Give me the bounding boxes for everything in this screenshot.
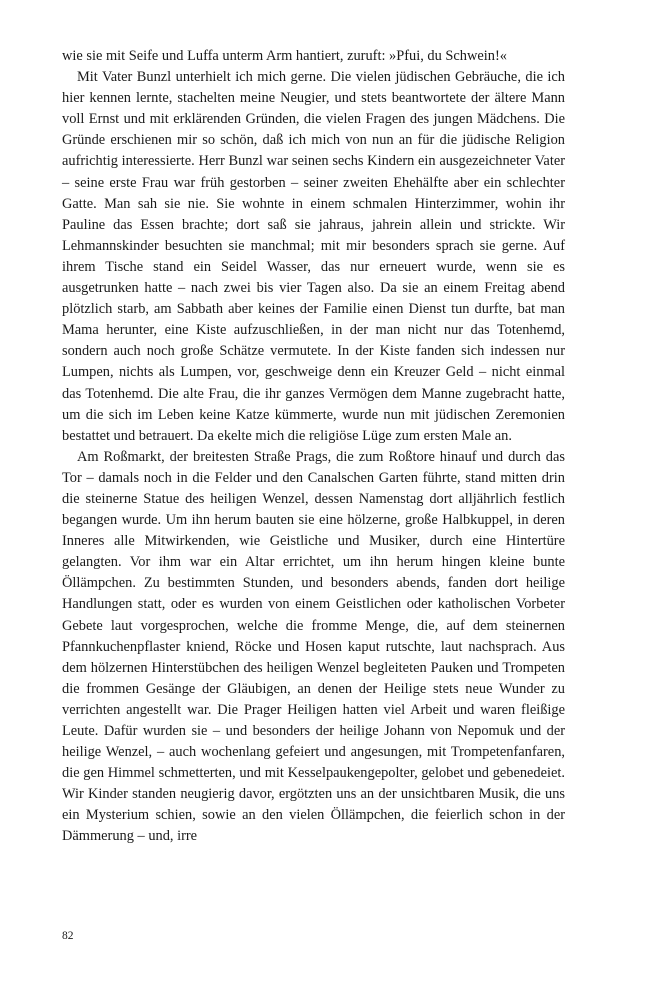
- page-number: 82: [62, 930, 74, 942]
- paragraph-2: Mit Vater Bunzl unterhielt ich mich gerne. Die vielen jüdischen Gebräuche, die ich hier kennen lernte, stachelten meine Neugier, und stets beantwortete der ältere Mann voll Ernst und mit erklärenden Gründen, die vielen Fragen des jungen Mädchens. Die Gründe erschienen mir so schön, daß ich mich von nun an für die jüdische Religion aufrichtig interessierte. Herr Bunzl war seinen sechs Kindern ein ausgezeichneter Vater – seine erste Frau war früh gestorben – seiner zweiten Ehehälfte aber ein schlechter Gatte. Man sah sie nie. Sie wohnte in einem schmalen Hinterzimmer, wohin ihr Pauline das Essen brachte; dort saß sie jahraus, jahrein allein und strickte. Wir Lehmannskinder besuchten sie manchmal; mit mir besonders sprach sie gerne. Auf ihrem Tische stand ein Seidel Wasser, das nur erneuert wurde, wenn sie es ausgetrunken hatte – nach zwei bis vier Tagen also. Da sie an einem Freitag abend plötzlich starb, am Sabbath aber keines der Familie einen Dienst tun durfte, bat man Mama herunter, eine Kiste aufzuschließen, in der man nicht nur das Totenhemd, sondern auch noch große Schätze vermutete. In der Kiste fanden sich indessen nur Lumpen, nichts als Lumpen, vor, geschweige denn ein Kreuzer Geld – nicht einmal das Totenhemd. Die alte Frau, die ihr ganzes Vermögen dem Manne zugebracht hatte, um die sich im Leben keine Katze kümmerte, wurde nun mit jüdischen Zeremonien bestattet und betrauert. Da ekelte mich die religiöse Lüge zum ersten Male an.: [62, 69, 565, 444]
- paragraph-3: Am Roßmarkt, der breitesten Straße Prags, die zum Roßtore hinauf und durch das Tor – damals noch in die Felder und den Canalschen Garten führte, stand mitten drin die steinerne Statue des heiligen Wenzel, dessen Namenstag dort alljährlich festlich begangen wurde. Um ihn herum bauten sie eine hölzerne, große Halbkuppel, in deren Inneres alle Mitwirkenden, wie Geistliche und Musiker, durch eine Hintertüre gelangten. Vor ihm war ein Altar errichtet, um ihn herum hingen kleine bunte Öllämpchen. Zu bestimmten Stunden, und besonders abends, fanden dort heilige Handlungen statt, oder es wurden von einem Geistlichen oder katholischen Vorbeter Gebete laut vorgesprochen, welche die fromme Menge, die, auf dem steinernen Pfannkuchenpflaster kniend, Röcke und Hosen kaput rutschte, laut nachsprach. Aus dem hölzernen Hinterstübchen des heiligen Wenzel begleiteten Pauken und Trompeten die frommen Gesänge der Gläubigen, an denen der Heilige stets neue Wunder zu verrichten angestellt war. Die Prager Heiligen hatten viel Arbeit und waren fleißige Leute. Dafür wurden sie – und besonders der heilige Johann von Nepomuk und der heilige Wenzel, – auch wochenlang gefeiert und angesungen, mit Trompetenfanfaren, die gen Himmel schmetterten, und mit Kesselpaukengepolter, gelobet und gebenedeiet. Wir Kinder standen neugierig davor, ergötzten uns an der unsichtbaren Musik, die uns ein Mysterium schien, sowie an den vielen Öllämpchen, die feierlich schon in der Dämmerung – und, irre: [62, 448, 565, 845]
- book-page-body: [62, 46, 565, 848]
- paragraph-1: wie sie mit Seife und Luffa unterm Arm hantiert, zuruft: »Pfui, du Schwein!«: [62, 48, 507, 64]
